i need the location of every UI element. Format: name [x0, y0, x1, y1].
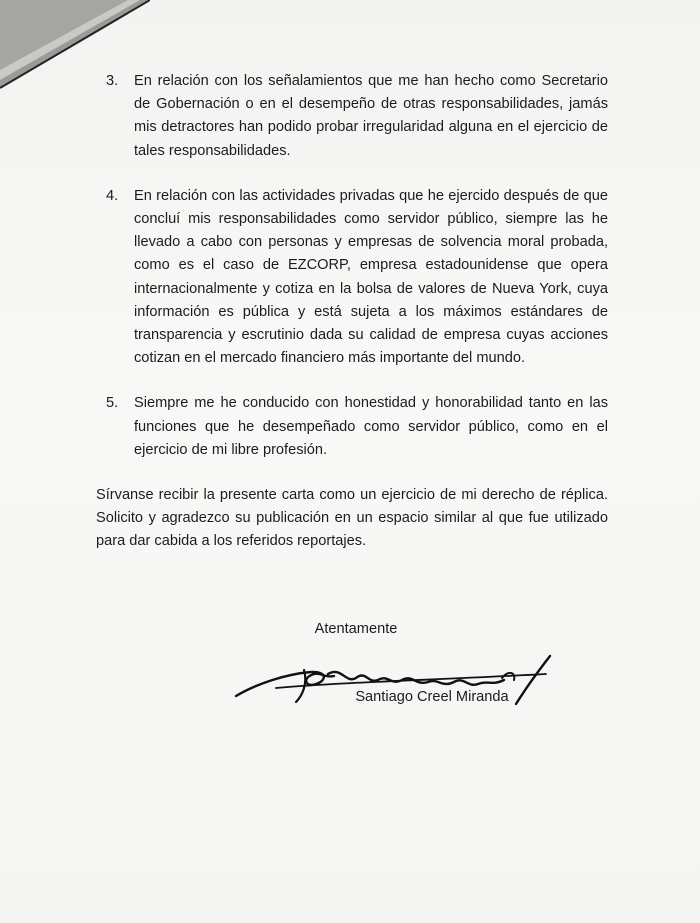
salutation-block: [96, 618, 608, 641]
salutation: Atentamente: [314, 621, 398, 637]
item-number: 5.: [106, 395, 119, 412]
list-item: [96, 70, 608, 163]
letter-body: [96, 70, 608, 705]
list-item: [96, 392, 608, 462]
signer-name: Santiago Creel Miranda: [355, 689, 509, 705]
list-item: [96, 185, 608, 371]
item-number: 4.: [106, 187, 119, 204]
item-text: Siempre me he conducido con honestidad y honorabilidad tanto en las funciones que he desempeñado como servidor público, como en el ejercicio de mi libre profesión.: [134, 395, 608, 458]
signer-block: [96, 686, 608, 709]
item-number: 3.: [106, 73, 119, 89]
item-text: En relación con los señalamientos que me han hecho como Secretario de Gobernación o en el desempeño de otras responsabilidades, jamás mis detractores han podido probar irregularidad alguna en el ejercicio de tales responsabilidades.: [134, 73, 608, 159]
closing-paragraph: Sírvanse recibir la presente carta como un ejercicio de mi derecho de réplica. Solicito y agradezco su publicación en un espacio similar al que fue utilizado para dar cabida a los referidos reportajes.: [96, 487, 608, 550]
item-text: En relación con las actividades privadas que he ejercido después de que concluí mis responsabilidades como servidor público, siempre las he llevado a cabo con personas y empresas de solvencia moral probada, como es el caso de EZCORP, empresa estadounidense que opera internacionalmente y cotiza en la bolsa de valores de Nueva York, cuya información es pública y está sujeta a los máximos estándares de transparencia y escrutinio dada su calidad de empresa cuyas acciones cotizan en el mercado financiero más importante del mundo.: [134, 187, 608, 367]
